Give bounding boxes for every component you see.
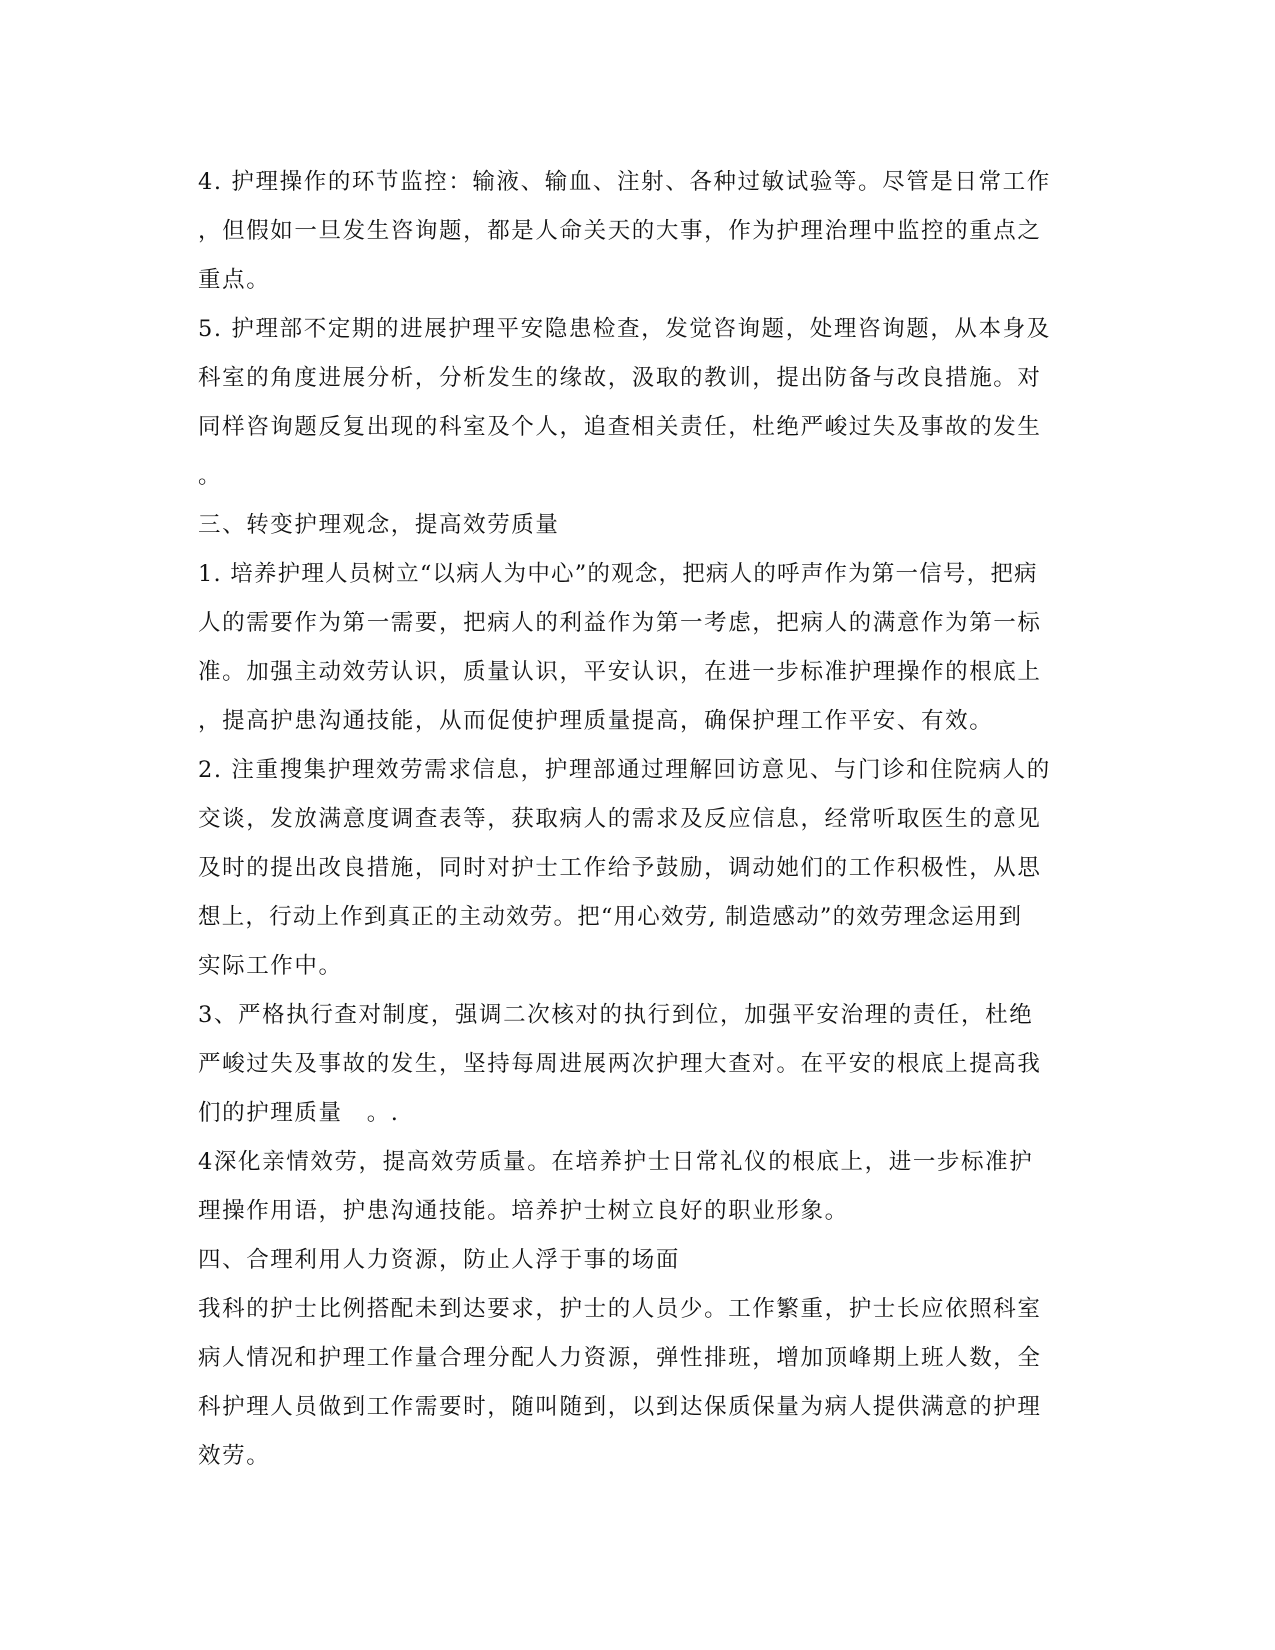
text-line: 3、严格执行查对制度，强调二次核对的执行到位，加强平安治理的责任，杜绝 [198, 1002, 1034, 1028]
text-line: 科护理人员做到工作需要时，随叫随到，以到达保质保量为病人提供满意的护理 [198, 1394, 1042, 1420]
text-line: 4. 护理操作的环节监控：输液、输血、注射、各种过敏试验等。尽管是日常工作 [198, 169, 1051, 195]
text-line: 同样咨询题反复出现的科室及个人，追查相关责任，杜绝严峻过失及事故的发生 [198, 414, 1042, 440]
text-line: 2. 注重搜集护理效劳需求信息，护理部通过理解回访意见、与门诊和住院病人的 [198, 757, 1051, 783]
text-line: 准。加强主动效劳认识，质量认识，平安认识，在进一步标准护理操作的根底上 [198, 659, 1042, 685]
text-line: 们的护理质量 。. [198, 1100, 400, 1126]
text-line: ，提高护患沟通技能，从而促使护理质量提高，确保护理工作平安、有效。 [198, 708, 994, 734]
text-line: 及时的提出改良措施，同时对护士工作给予鼓励，调动她们的工作积极性，从思 [198, 855, 1042, 881]
section-heading: 四、合理利用人力资源，防止人浮于事的场面 [198, 1247, 681, 1273]
text-line: 4深化亲情效劳，提高效劳质量。在培养护士日常礼仪的根底上，进一步标准护 [198, 1149, 1034, 1175]
text-line: 科室的角度进展分析，分析发生的缘故，汲取的教训，提出防备与改良措施。对 [198, 365, 1042, 391]
text-line: 5. 护理部不定期的进展护理平安隐患检查，发觉咨询题，处理咨询题，从本身及 [198, 316, 1051, 342]
text-line: 重点。 [198, 267, 271, 293]
text-line: 严峻过失及事故的发生，坚持每周进展两次护理大查对。在平安的根底上提高我 [198, 1051, 1042, 1077]
text-line: 理操作用语，护患沟通技能。培养护士树立良好的职业形象。 [198, 1198, 849, 1224]
text-line: 病人情况和护理工作量合理分配人力资源，弹性排班，增加顶峰期上班人数，全 [198, 1345, 1042, 1371]
text-line: 效劳。 [198, 1443, 271, 1469]
text-line: 我科的护士比例搭配未到达要求，护士的人员少。工作繁重，护士长应依照科室 [198, 1296, 1042, 1322]
text-line: 想上，行动上作到真正的主动效劳。把“用心效劳, 制造感动”的效劳理念运用到 [198, 904, 1023, 930]
text-line: 实际工作中。 [198, 953, 343, 979]
section-heading: 三、转变护理观念，提高效劳质量 [198, 512, 560, 538]
text-line: 。 [198, 463, 223, 489]
text-line: 1. 培养护理人员树立“以病人为中心”的观念，把病人的呼声作为第一信号，把病 [198, 561, 1038, 587]
text-line: 人的需要作为第一需要，把病人的利益作为第一考虑，把病人的满意作为第一标 [198, 610, 1042, 636]
text-line: 交谈，发放满意度调查表等，获取病人的需求及反应信息，经常听取医生的意见 [198, 806, 1042, 832]
text-line: ，但假如一旦发生咨询题，都是人命关天的大事，作为护理治理中监控的重点之 [198, 218, 1042, 244]
body-text [198, 158, 1078, 1481]
